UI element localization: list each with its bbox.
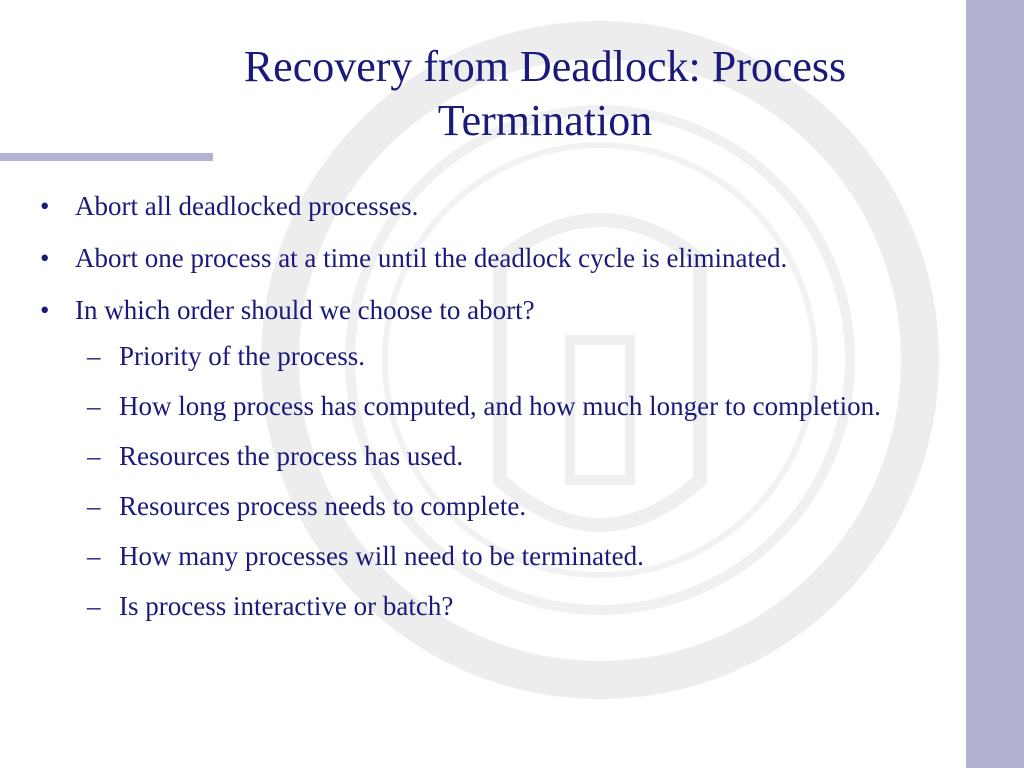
bullet-item — [40, 290, 960, 330]
bullet-item — [40, 186, 960, 226]
sub-item — [40, 536, 960, 576]
title-line-1: Recovery from Deadlock: Process — [243, 42, 847, 91]
sub-item-text: Resources the process has used. — [119, 441, 464, 471]
sub-item-text: Resources process needs to complete. — [119, 491, 527, 521]
sub-item-text: How many processes will need to be terminated. — [119, 541, 644, 571]
right-accent-band — [966, 0, 1024, 768]
sub-item-text: How long process has computed, and how much longer to completion. — [119, 391, 881, 421]
dash-icon: – — [87, 491, 101, 521]
bullet-item — [40, 238, 960, 278]
dash-icon: – — [87, 341, 101, 371]
bullet-text: In which order should we choose to abort? — [75, 295, 535, 325]
dash-icon: – — [87, 391, 101, 421]
slide-body — [40, 186, 960, 636]
sub-item — [40, 486, 960, 526]
bullet-icon: • — [40, 295, 50, 325]
sub-item-text: Priority of the process. — [119, 341, 365, 371]
sub-item — [40, 336, 960, 376]
bullet-text: Abort one process at a time until the deadlock cycle is eliminated. — [75, 243, 788, 273]
dash-icon: – — [87, 591, 101, 621]
bullet-icon: • — [40, 191, 50, 221]
sub-item — [40, 436, 960, 476]
bullet-text: Abort all deadlocked processes. — [75, 191, 419, 221]
slide-title — [130, 40, 960, 148]
bullet-icon: • — [40, 243, 50, 273]
title-line-2: Termination — [437, 96, 653, 145]
sub-list — [40, 336, 960, 626]
sub-item — [40, 586, 960, 626]
title-underline-bar — [0, 153, 213, 161]
sub-item — [40, 386, 960, 426]
dash-icon: – — [87, 441, 101, 471]
sub-item-text: Is process interactive or batch? — [119, 591, 454, 621]
dash-icon: – — [87, 541, 101, 571]
